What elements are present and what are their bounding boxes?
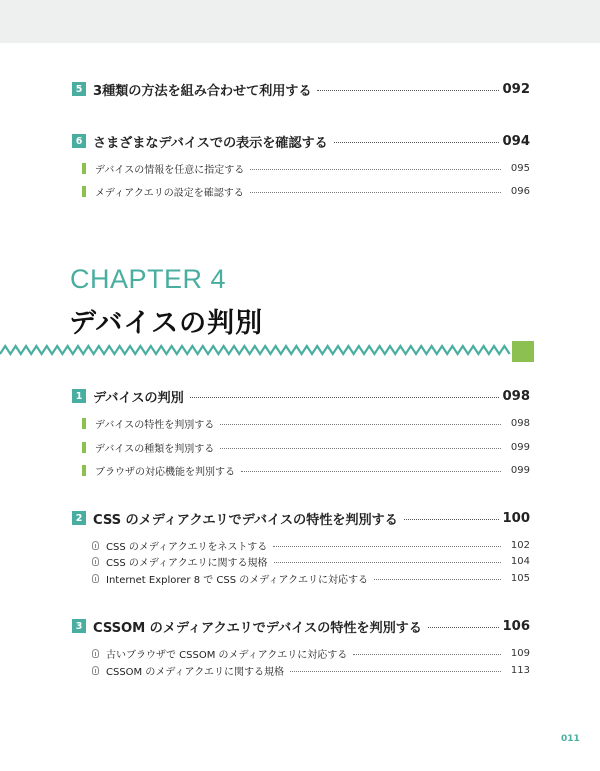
- green-bar-icon: [82, 163, 86, 174]
- entry-page: 092: [502, 81, 530, 97]
- column-entry-title: CSS のメディアクエリに関する規格: [106, 557, 268, 569]
- leader-dots: [250, 169, 501, 170]
- leader-dots: [404, 519, 500, 520]
- entry-page: 100: [502, 510, 530, 526]
- leader-dots: [274, 562, 501, 563]
- column-entry-page: 113: [510, 664, 530, 676]
- sub-entry[interactable]: [82, 416, 530, 431]
- chapter-accent-square: [512, 341, 534, 362]
- entry-title: 3種類の方法を組み合わせて利用する: [93, 83, 312, 99]
- leader-dots: [220, 424, 501, 425]
- chapter-label: CHAPTER 4: [70, 264, 227, 294]
- column-clip-icon: [92, 666, 99, 675]
- sub-entry-page: 096: [510, 186, 530, 197]
- leader-dots: [273, 546, 501, 547]
- toc-section-3[interactable]: [72, 616, 530, 636]
- sub-entry-page: 099: [510, 465, 530, 476]
- column-entry-page: 109: [510, 647, 530, 659]
- sub-entry[interactable]: [82, 463, 530, 478]
- entry-page: 106: [502, 618, 530, 634]
- entry-page: 098: [502, 388, 530, 404]
- entry-title: CSSOM のメディアクエリでデバイスの特性を判別する: [93, 620, 422, 636]
- column-entry-page: 105: [510, 572, 530, 584]
- green-bar-icon: [82, 465, 86, 476]
- toc-section-1[interactable]: [72, 386, 530, 406]
- sub-entry[interactable]: [82, 161, 530, 176]
- sub-entry-title: デバイスの情報を任意に指定する: [95, 165, 245, 176]
- sub-entry-title: デバイスの種類を判別する: [95, 444, 215, 455]
- leader-dots: [374, 579, 501, 580]
- column-entry[interactable]: [92, 554, 530, 568]
- page-number: 011: [561, 734, 580, 744]
- entry-title: さまざまなデバイスでの表示を確認する: [93, 135, 328, 151]
- sub-entry-page: 099: [510, 442, 530, 453]
- section-number-badge: 2: [72, 511, 86, 525]
- column-clip-icon: [92, 574, 99, 583]
- header-band: [0, 0, 600, 43]
- column-entry-title: CSS のメディアクエリをネストする: [106, 541, 268, 553]
- column-clip-icon: [92, 541, 99, 550]
- zigzag-divider: [0, 343, 512, 357]
- green-bar-icon: [82, 418, 86, 429]
- leader-dots: [241, 471, 501, 472]
- entry-page: 094: [502, 133, 530, 149]
- leader-dots: [428, 627, 500, 628]
- leader-dots: [220, 448, 501, 449]
- sub-entry-title: メディアクエリの設定を確認する: [95, 188, 244, 199]
- sub-entry[interactable]: [82, 184, 530, 199]
- leader-dots: [290, 671, 501, 672]
- sub-entry-title: デバイスの特性を判別する: [95, 420, 215, 431]
- column-entry-title: 古いブラウザで CSSOM のメディアクエリに対応する: [106, 649, 348, 661]
- sub-entry-page: 095: [510, 163, 530, 174]
- column-entry-page: 102: [510, 539, 530, 551]
- leader-dots: [353, 654, 501, 655]
- sub-entry-title: ブラウザの対応機能を判別する: [95, 467, 235, 478]
- section-number-badge: 5: [72, 82, 86, 96]
- column-entry-page: 104: [510, 555, 530, 567]
- column-entry-title: CSSOM のメディアクエリに関する規格: [106, 666, 285, 678]
- section-number-badge: 1: [72, 389, 86, 403]
- entry-title: デバイスの判別: [93, 390, 184, 406]
- toc-section-2[interactable]: [72, 508, 530, 528]
- section-number-badge: 6: [72, 134, 86, 148]
- column-entry[interactable]: [92, 646, 530, 660]
- leader-dots: [190, 397, 500, 398]
- green-bar-icon: [82, 186, 86, 197]
- section-number-badge: 3: [72, 619, 86, 633]
- column-entry-title: Internet Explorer 8 で CSS のメディアクエリに対応する: [106, 574, 368, 586]
- leader-dots: [250, 192, 501, 193]
- leader-dots: [317, 90, 499, 91]
- column-clip-icon: [92, 557, 99, 566]
- column-entry[interactable]: [92, 663, 530, 677]
- toc-entry-6[interactable]: [72, 131, 530, 151]
- chapter-title: デバイスの判別: [69, 308, 264, 339]
- sub-entry-page: 098: [510, 418, 530, 429]
- column-entry[interactable]: [92, 538, 530, 552]
- entry-title: CSS のメディアクエリでデバイスの特性を判別する: [93, 512, 398, 528]
- green-bar-icon: [82, 442, 86, 453]
- leader-dots: [334, 142, 500, 143]
- toc-entry-5[interactable]: [72, 79, 530, 99]
- sub-entry[interactable]: [82, 440, 530, 455]
- column-clip-icon: [92, 649, 99, 658]
- column-entry[interactable]: [92, 571, 530, 585]
